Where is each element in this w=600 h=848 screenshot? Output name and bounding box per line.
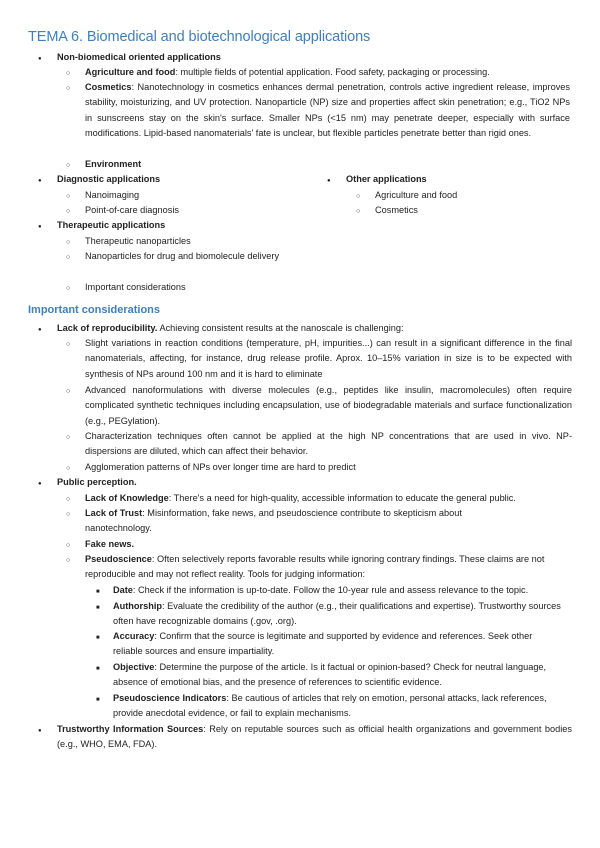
section-heading-considerations: Important considerations (28, 304, 161, 316)
bullet-circle (66, 157, 70, 173)
tool-accuracy (113, 629, 563, 660)
bullet-square (96, 660, 100, 677)
list-item-agriculture (85, 65, 570, 80)
bullet-square (96, 599, 100, 616)
term-trustworthy: Trustworthy Information Sources (57, 724, 204, 734)
term-knowledge: Lack of Knowledge (85, 493, 169, 503)
text-cosmetics: : Nanotechnology in cosmetics enhances dermal penetration, controls active ingredient release, improves stability, moisturizing, and UV protection. Nanoparticle (NP) size and properties affect skin penetration; e.g., TiO2 NPs in sunscreens stay on the skin's surface. Smaller NPs (<15 nm) may penetrate deeper, especially with surface modifications. Lipid-based nanomaterials' fate is unclear, but flexible particles penetrate better than rigid ones. (85, 82, 570, 139)
text-agriculture: : multiple fields of potential application. Food safety, packaging or processing. (175, 67, 490, 77)
bullet-disc (38, 321, 42, 338)
bullet-disc (38, 218, 42, 235)
tool-objective (113, 660, 572, 691)
bullet-circle (66, 336, 70, 352)
list-item-knowledge (85, 491, 572, 506)
list-item: Agriculture and food (375, 190, 458, 200)
tool-date (113, 583, 572, 598)
list-item-trust (85, 506, 525, 537)
section-heading-diagnostic: Diagnostic applications (57, 174, 161, 184)
list-item: Cosmetics (375, 205, 418, 215)
bullet-disc (38, 172, 42, 189)
list-item-pseudoscience (85, 552, 572, 583)
public-perception-heading: Public perception. (57, 477, 137, 487)
bullet-circle (66, 552, 70, 568)
bullet-square (96, 629, 100, 646)
bullet-circle (66, 65, 70, 81)
reproducibility-heading (57, 321, 572, 336)
term-agriculture: Agriculture and food (85, 67, 176, 77)
text-pseudoscience: : Often selectively reports favorable results while ignoring contrary findings. These claims are not reproducible and may not reflect reality. Tools for judging information: (85, 554, 545, 580)
list-item: Nanoparticles for drug and biomolecule delivery (85, 251, 280, 261)
list-item-fake-news: Fake news. (85, 539, 135, 549)
section-heading-other: Other applications (346, 174, 427, 184)
term-date: Date (113, 585, 133, 595)
tool-pseudoscience-indicators (113, 691, 558, 722)
trustworthy-sources (57, 722, 572, 753)
section-heading-non-biomedical: Non-biomedical oriented applications (57, 52, 221, 62)
list-item: Advanced nanoformulations with diverse molecules (e.g., peptides like insulin, macromolecules) often require complicated synthetic techniques including encapsulation, use of biodegradable materials and surface functionalization (e.g., PEGylation). (85, 385, 572, 426)
text-trustworthy: : Rely on reputable sources such as official health organizations and government bodies (e.g., WHO, EMA, FDA). (57, 724, 572, 750)
list-item: Therapeutic nanoparticles (85, 236, 191, 246)
bullet-disc (38, 50, 42, 67)
bullet-circle (66, 383, 70, 399)
bullet-circle (66, 249, 70, 265)
bullet-circle (66, 280, 70, 296)
bullet-circle (66, 537, 70, 553)
list-item: Characterization techniques often cannot be applied at the high NP concentrations that are used in vivo. NP-dispersions are diluted, which can affect their behavior. (85, 431, 572, 457)
tool-authorship (113, 599, 563, 630)
bullet-circle (66, 460, 70, 476)
term-authorship: Authorship (113, 601, 162, 611)
bullet-circle (66, 491, 70, 507)
text-indicators: : Be cautious of articles that rely on emotion, personal attacks, lack references, provide anecdotal evidence, or fail to explain mechanisms. (113, 693, 547, 719)
bullet-circle (66, 203, 70, 219)
list-item-environment: Environment (85, 159, 142, 169)
bullet-circle (66, 429, 70, 445)
section-heading-therapeutic: Therapeutic applications (57, 220, 166, 230)
bullet-circle (356, 188, 360, 204)
page-title: TEMA 6. Biomedical and biotechnological applications (28, 29, 371, 45)
list-item: Important considerations (85, 282, 186, 292)
text-knowledge: : There's a need for high-quality, accessible information to educate the general public. (168, 493, 516, 503)
term-pseudoscience: Pseudoscience (85, 554, 152, 564)
text-objective: : Determine the purpose of the article. Is it factual or opinion-based? Check for neutral language, absence of emotional bias, and the presence of references to scientific evidence. (113, 662, 547, 688)
bullet-disc (327, 172, 331, 189)
list-item: Agglomeration patterns of NPs over longer time are hard to predict (85, 462, 356, 472)
term-accuracy: Accuracy (113, 631, 155, 641)
bullet-circle (356, 203, 360, 219)
bullet-disc (38, 722, 42, 739)
list-item: Slight variations in reaction conditions (temperature, pH, impurities...) can result in a significant difference in the final nanomaterials, affecting, for instance, drug release profile. Aprox. 10–15% variation in size is to be expected with synthesis of NPs around 100 nm and it is hard to eliminate (85, 338, 572, 379)
bullet-circle (66, 506, 70, 522)
term-cosmetics: Cosmetics (85, 82, 132, 92)
text-reproducibility: Achieving consistent results at the nanoscale is challenging: (157, 323, 404, 333)
bullet-square (96, 691, 100, 708)
list-item: Nanoimaging (85, 190, 140, 200)
bullet-square (96, 583, 100, 600)
bullet-circle (66, 234, 70, 250)
text-date: : Check if the information is up-to-date. Follow the 10-year rule and assess relevance to the topic. (132, 585, 529, 595)
term-trust: Lack of Trust (85, 508, 143, 518)
bullet-disc (38, 475, 42, 492)
term-reproducibility: Lack of reproducibility. (57, 323, 158, 333)
bullet-circle (66, 80, 70, 96)
term-indicators: Pseudoscience Indicators (113, 693, 227, 703)
list-item: Point-of-care diagnosis (85, 205, 179, 215)
text-accuracy: : Confirm that the source is legitimate and supported by evidence and references. Seek other reliable sources and ensure impartiality. (113, 631, 533, 657)
text-trust: : Misinformation, fake news, and pseudoscience contribute to skepticism about nanotechnology. (85, 508, 462, 534)
text-authorship: : Evaluate the credibility of the author (e.g., their qualifications and expertise). Trustworthy sources often have recognizable domains (.gov, .org). (113, 601, 561, 627)
list-item-cosmetics (85, 80, 570, 142)
term-objective: Objective (113, 662, 155, 672)
bullet-circle (66, 188, 70, 204)
